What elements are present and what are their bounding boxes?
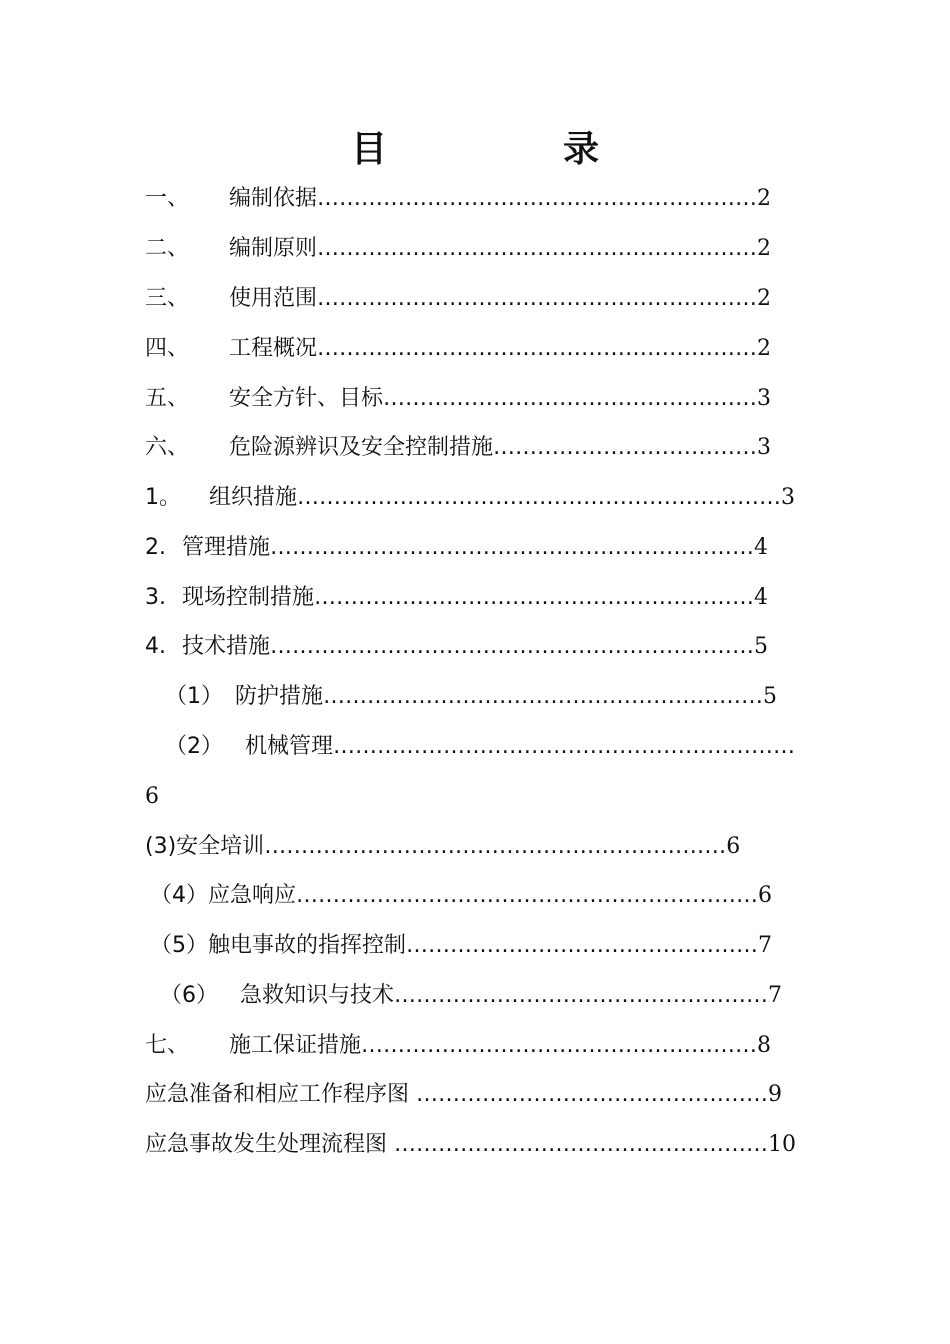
toc-entry-number: （2） — [165, 734, 223, 759]
dot-leader: …………………………………………… — [394, 983, 769, 1008]
toc-entry-number: （5） — [150, 933, 208, 958]
dot-leader: ……………………………………………………… — [296, 883, 759, 908]
toc-entry-page: 5 — [754, 634, 769, 659]
toc-entry[interactable] — [150, 881, 772, 911]
toc-entry[interactable] — [145, 832, 740, 862]
dot-leader: ………………………………………………………… — [270, 535, 755, 560]
dot-leader: …………………………………………… — [394, 1132, 768, 1157]
toc-entry-title: 组织措施 — [209, 485, 298, 510]
toc-entry[interactable] — [150, 931, 772, 961]
dot-leader: ………………………………………………………… — [270, 634, 755, 659]
toc-entry[interactable] — [145, 284, 771, 314]
toc-entry-number: （4） — [150, 883, 208, 908]
toc-entry-page: 7 — [758, 933, 773, 958]
toc-entry-title: 施工保证措施 — [229, 1033, 362, 1058]
dot-leader: …………………………………………………… — [317, 236, 758, 261]
toc-entry-page: 7 — [768, 983, 783, 1008]
toc-entry-number: 3. — [145, 585, 166, 610]
toc-entry-number: 1。 — [145, 485, 181, 510]
toc-entry-page: 6 — [145, 784, 159, 809]
toc-entry-title: 管理措施 — [182, 535, 271, 560]
toc-entry-page: 6 — [726, 834, 741, 859]
toc-entry[interactable] — [145, 433, 771, 463]
toc-entry[interactable] — [145, 1031, 771, 1061]
toc-entry-number: 四、 — [145, 336, 190, 361]
toc-entry-page: 5 — [763, 684, 778, 709]
toc-entry-number: 二、 — [145, 236, 190, 261]
toc-entry-number: （1） — [165, 684, 223, 709]
toc-entry-title: 技术措施 — [182, 634, 271, 659]
toc-entry-title: 危险源辨识及安全控制措施 — [229, 435, 494, 460]
toc-entry-title: 编制原则 — [229, 236, 318, 261]
toc-entry-number: (3) — [145, 834, 177, 859]
toc-entry-number: 七、 — [145, 1033, 190, 1058]
dot-leader: …………………………………………………… — [323, 684, 764, 709]
toc-entry-page: 9 — [768, 1082, 782, 1107]
toc-entry-number: 一、 — [145, 186, 190, 211]
toc-entry[interactable] — [145, 1080, 782, 1110]
toc-entry[interactable] — [145, 334, 771, 364]
toc-entry[interactable] — [145, 1130, 796, 1160]
toc-entry[interactable] — [145, 184, 771, 214]
toc-entry-page: 3 — [757, 435, 772, 460]
dot-leader: …………………………………………………… — [317, 286, 758, 311]
toc-entry[interactable] — [145, 234, 771, 264]
toc-entry[interactable] — [145, 483, 795, 513]
toc-entry-page: 2 — [757, 236, 772, 261]
toc-entry-title: 安全方针、目标 — [229, 386, 384, 411]
toc-entry-number: 六、 — [145, 435, 190, 460]
toc-entry-title: 防护措施 — [235, 684, 324, 709]
toc-entry-page: 6 — [758, 883, 773, 908]
toc-entry[interactable] — [145, 782, 159, 812]
toc-entry[interactable] — [160, 981, 782, 1011]
toc-entry-title: 应急响应 — [208, 883, 297, 908]
toc-entry-page: 2 — [757, 186, 772, 211]
toc-entry[interactable] — [145, 384, 771, 414]
toc-entry-page: 2 — [757, 286, 772, 311]
toc-entry-page: 10 — [768, 1132, 796, 1157]
toc-entry-title: 急救知识与技术 — [240, 983, 395, 1008]
dot-leader: …………………………………………………… — [314, 585, 755, 610]
toc-entry-number: 4. — [145, 634, 166, 659]
dot-leader: ……………………………… — [493, 435, 758, 460]
dot-leader: ……………………………………………………… — [333, 734, 796, 759]
toc-entry-page: 3 — [757, 386, 772, 411]
toc-entry-number: （6） — [160, 983, 218, 1008]
toc-entry-title: 触电事故的指挥控制 — [208, 933, 407, 958]
toc-entry-title: 安全培训 — [176, 834, 265, 859]
toc-entry[interactable] — [145, 583, 768, 613]
toc-entry-title: 机械管理 — [245, 734, 334, 759]
dot-leader: ……………………………………………… — [361, 1033, 758, 1058]
dot-leader: …………………………………………………… — [317, 336, 758, 361]
toc-entry-page: 8 — [757, 1033, 772, 1058]
toc-entry-title: 现场控制措施 — [182, 585, 315, 610]
toc-entry-page: 2 — [757, 336, 772, 361]
dot-leader: …………………………………………………… — [317, 186, 758, 211]
toc-entry[interactable] — [165, 682, 777, 712]
toc-entry[interactable] — [145, 632, 768, 662]
dot-leader: ………………………………………… — [406, 933, 759, 958]
toc-entry-number: 2. — [145, 535, 166, 560]
toc-entry[interactable] — [165, 732, 795, 762]
dot-leader: ………………………………………………………… — [297, 485, 782, 510]
toc-entry-page: 4 — [754, 535, 769, 560]
toc-entry-title: 应急准备和相应工作程序图 — [145, 1082, 416, 1107]
toc-entry-title: 工程概况 — [229, 336, 318, 361]
toc-entry-page: 4 — [754, 585, 769, 610]
toc-entry-title: 应急事故发生处理流程图 — [145, 1132, 394, 1157]
toc-entry-number: 三、 — [145, 286, 190, 311]
toc-title: 目 录 — [350, 129, 669, 170]
toc-entry-title: 使用范围 — [229, 286, 318, 311]
dot-leader: ……………………………………………………… — [264, 834, 727, 859]
toc-entry-title: 编制依据 — [229, 186, 318, 211]
toc-entry-page: 3 — [781, 485, 796, 510]
toc-entry[interactable] — [145, 533, 768, 563]
toc-entry-number: 五、 — [145, 386, 190, 411]
dot-leader: …………………………………………… — [383, 386, 758, 411]
dot-leader: ………………………………………… — [416, 1082, 768, 1107]
